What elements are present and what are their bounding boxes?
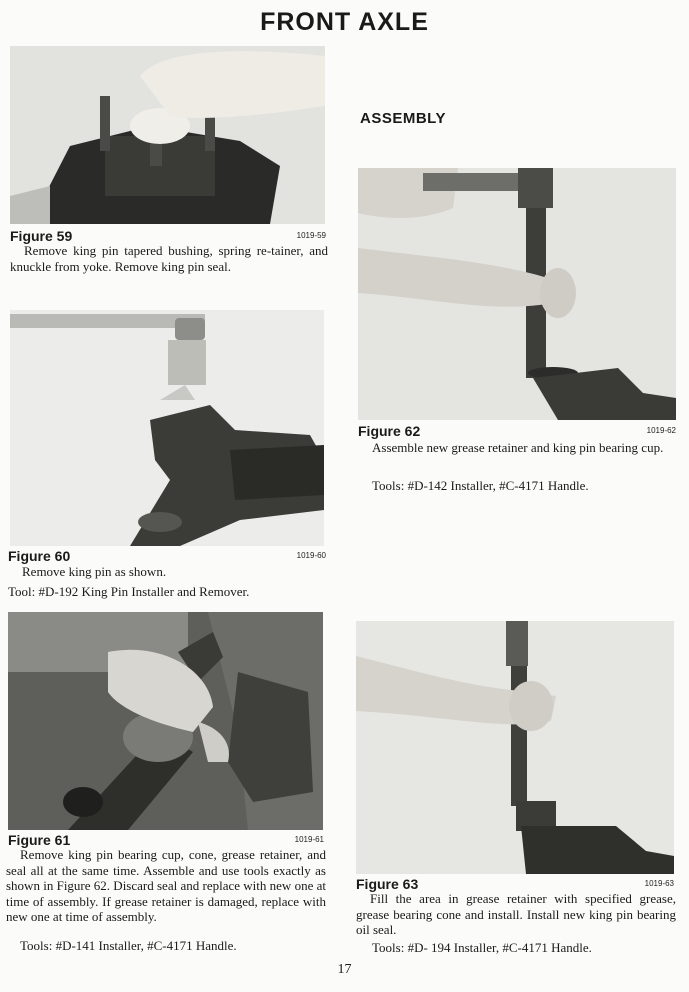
figure-63-photo — [356, 621, 674, 874]
figure-62-label: Figure 62 — [358, 423, 421, 439]
figure-60-photo — [10, 310, 324, 546]
figure-61-photo — [8, 612, 323, 830]
figure-63-caption-text: Fill the area in grease retainer with specified grease, grease bearing cone and install. Install new king pin bearing oil seal. — [356, 891, 676, 937]
figure-59-label: Figure 59 — [10, 228, 73, 244]
figure-60-caption-text: Remove king pin as shown. — [22, 564, 167, 579]
page-title: FRONT AXLE — [260, 8, 429, 36]
figure-62-photo — [358, 168, 676, 420]
figure-59-photo — [10, 46, 325, 224]
page-number: 17 — [337, 962, 352, 977]
figure-61-caption-text: Remove king pin bearing cup, cone, grease retainer, and seal all at the same time. Assemble and use tools exactly as shown in Figure 62. Discard seal and replace with new one at time of assembly. If grease retainer is damaged, replace with new one at time of assembly. — [6, 847, 326, 924]
figure-62-caption-text: Assemble new grease retainer and king pin bearing cup. — [372, 440, 664, 455]
figure-59-caption-text: Remove king pin tapered bushing, spring re-tainer, and knuckle from yoke. Remove king pin seal. — [10, 243, 328, 274]
figure-60-tools: Tool: #D-192 King Pin Installer and Remover. — [8, 584, 250, 599]
figure-61-code: 1019-61 — [294, 835, 324, 844]
figure-60-label: Figure 60 — [8, 548, 71, 564]
figure-59-code: 1019-59 — [296, 231, 326, 240]
figure-63-tools: Tools: #D- 194 Installer, #C-4171 Handle. — [372, 940, 592, 955]
figure-61-caption — [6, 847, 326, 925]
figure-59-caption — [10, 243, 328, 274]
figure-63-caption — [356, 891, 676, 938]
figure-63-label: Figure 63 — [356, 876, 419, 892]
figure-62-tools: Tools: #D-142 Installer, #C-4171 Handle. — [372, 478, 589, 493]
figure-61-tools: Tools: #D-141 Installer, #C-4171 Handle. — [20, 938, 237, 953]
assembly-heading: ASSEMBLY — [360, 110, 446, 127]
figure-62-caption — [358, 440, 678, 456]
figure-60-caption — [8, 564, 328, 580]
figure-62-code: 1019-62 — [646, 426, 676, 435]
figure-60-code: 1019-60 — [296, 551, 326, 560]
figure-63-code: 1019-63 — [644, 879, 674, 888]
figure-61-label: Figure 61 — [8, 832, 71, 848]
